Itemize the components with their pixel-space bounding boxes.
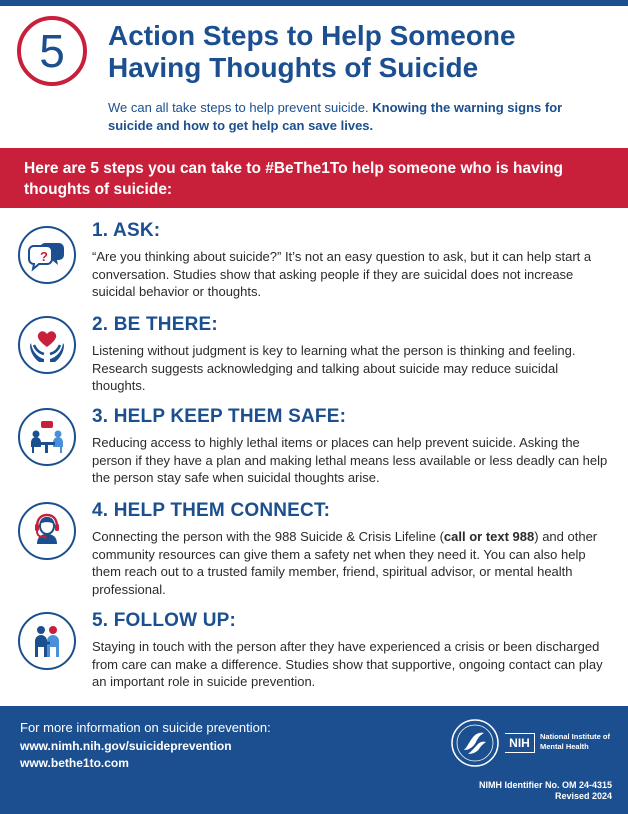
page-title: Action Steps to Help Someone Having Thoughts of Suicide	[108, 20, 516, 83]
hhs-seal-icon	[450, 718, 500, 768]
heart-in-hands-icon	[18, 316, 76, 374]
step-title: 2. BE THERE:	[92, 314, 218, 335]
step-text	[92, 528, 612, 598]
nimh-name: National Institute of Mental Health	[540, 732, 610, 751]
two-people-icon	[18, 612, 76, 670]
revised-date: Revised 2024	[554, 791, 612, 801]
step-text: Listening without judgment is key to learning what the person is thinking and feeling. Research suggests acknowledging and talking about suicide may reduce suicidal thoughts.	[92, 343, 576, 393]
footer-heading: For more information on suicide prevention:	[20, 720, 271, 735]
intro-paragraph	[108, 99, 598, 135]
bethe1to-link[interactable]: www.bethe1to.com	[20, 756, 129, 770]
step-text: Staying in touch with the person after they have experienced a crisis or been discharged from care can make a difference. Studies show that supportive, ongoing contact can play an important role in suicide prevention.	[92, 639, 603, 689]
people-conversation-icon	[18, 408, 76, 466]
steps-banner: Here are 5 steps you can take to #BeThe1To help someone who is having thoughts of suicide:	[0, 148, 628, 208]
footer	[0, 706, 628, 814]
step-count-badge: 5	[17, 16, 87, 86]
call-or-text-emphasis: call or text 988	[443, 529, 535, 544]
nih-logo: NIH	[505, 733, 535, 753]
step-title: 3. HELP KEEP THEM SAFE:	[92, 406, 347, 427]
step-text-part: ) and other community resources can give them a safety net when they need it. You can also help them reach out to a trusted family member, friend, spiritual advisor, or mental health professional.	[92, 529, 598, 597]
step-title: 1. ASK:	[92, 220, 161, 241]
headset-operator-icon	[18, 502, 76, 560]
speech-bubble-question-icon	[18, 226, 76, 284]
identifier-number: NIMH Identifier No. OM 24-4315	[478, 780, 612, 790]
svg-text:?: ?	[40, 249, 48, 264]
intro-bold-text: Knowing the warning signs for suicide and how to get help can save lives.	[108, 100, 563, 133]
step-text-part: Connecting the person with the 988 Suicide & Crisis Lifeline (	[92, 529, 444, 544]
nimh-suicide-prevention-link[interactable]: www.nimh.nih.gov/suicideprevention	[20, 739, 232, 753]
step-text: “Are you thinking about suicide?” It’s not an easy question to ask, but it can help start a conversation. Studies show that asking people if they are suicidal does not increase suicidal behavior or thoughts.	[92, 249, 592, 299]
step-title: 4. HELP THEM CONNECT:	[92, 500, 331, 521]
step-title: 5. FOLLOW UP:	[92, 610, 237, 631]
header	[0, 6, 628, 146]
step-text: Reducing access to highly lethal items or places can help prevent suicide. Asking the person if they have a plan and making lethal means less available or less deadly can help the person stay safe when suicidal thoughts arise.	[92, 435, 608, 485]
publication-identifier	[479, 780, 612, 802]
intro-plain-text: We can all take steps to help prevent suicide.	[108, 100, 373, 115]
